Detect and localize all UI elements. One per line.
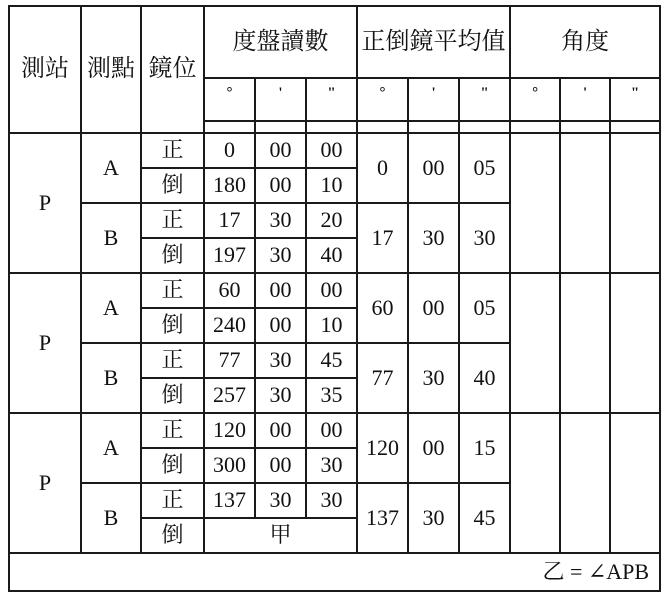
reading-degree-cell: 240 — [204, 308, 255, 343]
reading-degree-cell: 300 — [204, 448, 255, 483]
face-cell: 正 — [141, 133, 204, 168]
face-cell: 倒 — [141, 168, 204, 203]
unit-second: " — [610, 78, 660, 121]
reading-degree-cell: 0 — [204, 133, 255, 168]
header-reading: 度盤讀數 — [204, 6, 357, 78]
unit-minute: ' — [560, 78, 610, 121]
reading-minute-cell: 30 — [255, 203, 306, 238]
unit-degree: ° — [510, 78, 560, 121]
angle-second-cell — [610, 273, 660, 413]
face-cell: 正 — [141, 343, 204, 378]
point-cell: B — [81, 483, 141, 553]
reading-degree-cell: 77 — [204, 343, 255, 378]
angle-degree-cell — [510, 273, 560, 413]
reading-minute-cell: 00 — [255, 273, 306, 308]
reading-second-cell: 35 — [306, 378, 357, 413]
reading-minute-cell: 00 — [255, 448, 306, 483]
header-angle: 角度 — [510, 6, 660, 78]
header-spacer — [357, 121, 408, 133]
point-cell: B — [81, 343, 141, 413]
mean-second-cell: 30 — [459, 203, 510, 273]
point-cell: A — [81, 273, 141, 343]
mean-minute-cell: 30 — [408, 343, 459, 413]
mean-degree-cell: 137 — [357, 483, 408, 553]
reading-minute-cell: 30 — [255, 343, 306, 378]
header-point: 測點 — [81, 6, 141, 133]
angle-second-cell — [610, 133, 660, 273]
reading-degree-cell: 17 — [204, 203, 255, 238]
observation-row — [9, 413, 660, 448]
unknown-reading-cell: 甲 — [204, 518, 357, 553]
observation-row — [9, 133, 660, 168]
mean-minute-cell: 30 — [408, 203, 459, 273]
face-cell: 正 — [141, 413, 204, 448]
face-cell: 正 — [141, 273, 204, 308]
unit-minute: ' — [408, 78, 459, 121]
station-cell: P — [9, 273, 81, 413]
reading-second-cell: 45 — [306, 343, 357, 378]
mean-second-cell: 40 — [459, 343, 510, 413]
face-cell: 正 — [141, 203, 204, 238]
angle-degree-cell — [510, 133, 560, 273]
reading-second-cell: 10 — [306, 168, 357, 203]
unit-second: " — [306, 78, 357, 121]
header-spacer — [255, 121, 306, 133]
unit-second: " — [459, 78, 510, 121]
face-cell: 倒 — [141, 308, 204, 343]
angle-second-cell — [610, 413, 660, 553]
header-spacer — [408, 121, 459, 133]
header-mean: 正倒鏡平均值 — [357, 6, 510, 78]
header-spacer — [560, 121, 610, 133]
reading-second-cell: 00 — [306, 133, 357, 168]
angle-observation-table — [8, 5, 661, 592]
mean-degree-cell: 60 — [357, 273, 408, 343]
header-station: 測站 — [9, 6, 81, 133]
mean-degree-cell: 77 — [357, 343, 408, 413]
reading-minute-cell: 00 — [255, 133, 306, 168]
face-cell: 倒 — [141, 378, 204, 413]
header-face: 鏡位 — [141, 6, 204, 133]
reading-second-cell: 00 — [306, 273, 357, 308]
header-spacer — [510, 121, 560, 133]
mean-degree-cell: 120 — [357, 413, 408, 483]
reading-degree-cell: 137 — [204, 483, 255, 518]
mean-second-cell: 05 — [459, 273, 510, 343]
station-cell: P — [9, 133, 81, 273]
mean-second-cell: 45 — [459, 483, 510, 553]
face-cell: 正 — [141, 483, 204, 518]
reading-degree-cell: 60 — [204, 273, 255, 308]
reading-degree-cell: 180 — [204, 168, 255, 203]
reading-minute-cell: 00 — [255, 413, 306, 448]
reading-second-cell: 30 — [306, 483, 357, 518]
survey-table-container — [8, 5, 661, 592]
reading-degree-cell: 257 — [204, 378, 255, 413]
observation-row — [9, 273, 660, 308]
mean-degree-cell: 0 — [357, 133, 408, 203]
angle-minute-cell — [560, 273, 610, 413]
header-spacer — [459, 121, 510, 133]
reading-second-cell: 20 — [306, 203, 357, 238]
reading-second-cell: 40 — [306, 238, 357, 273]
angle-minute-cell — [560, 133, 610, 273]
station-cell: P — [9, 413, 81, 553]
reading-minute-cell: 30 — [255, 483, 306, 518]
reading-minute-cell: 00 — [255, 308, 306, 343]
mean-minute-cell: 30 — [408, 483, 459, 553]
header-spacer — [610, 121, 660, 133]
point-cell: A — [81, 413, 141, 483]
unit-degree: ° — [204, 78, 255, 121]
angle-equation-footer: 乙 = ∠APB — [9, 553, 660, 591]
point-cell: B — [81, 203, 141, 273]
header-spacer — [204, 121, 255, 133]
reading-minute-cell: 30 — [255, 378, 306, 413]
face-cell: 倒 — [141, 448, 204, 483]
unit-degree: ° — [357, 78, 408, 121]
unit-minute: ' — [255, 78, 306, 121]
mean-second-cell: 15 — [459, 413, 510, 483]
reading-minute-cell: 00 — [255, 168, 306, 203]
reading-degree-cell: 120 — [204, 413, 255, 448]
face-cell: 倒 — [141, 238, 204, 273]
reading-second-cell: 00 — [306, 413, 357, 448]
face-cell: 倒 — [141, 518, 204, 553]
mean-minute-cell: 00 — [408, 273, 459, 343]
mean-minute-cell: 00 — [408, 413, 459, 483]
mean-minute-cell: 00 — [408, 133, 459, 203]
reading-second-cell: 30 — [306, 448, 357, 483]
reading-minute-cell: 30 — [255, 238, 306, 273]
mean-degree-cell: 17 — [357, 203, 408, 273]
point-cell: A — [81, 133, 141, 203]
angle-degree-cell — [510, 413, 560, 553]
reading-second-cell: 10 — [306, 308, 357, 343]
header-spacer — [306, 121, 357, 133]
reading-degree-cell: 197 — [204, 238, 255, 273]
mean-second-cell: 05 — [459, 133, 510, 203]
angle-minute-cell — [560, 413, 610, 553]
